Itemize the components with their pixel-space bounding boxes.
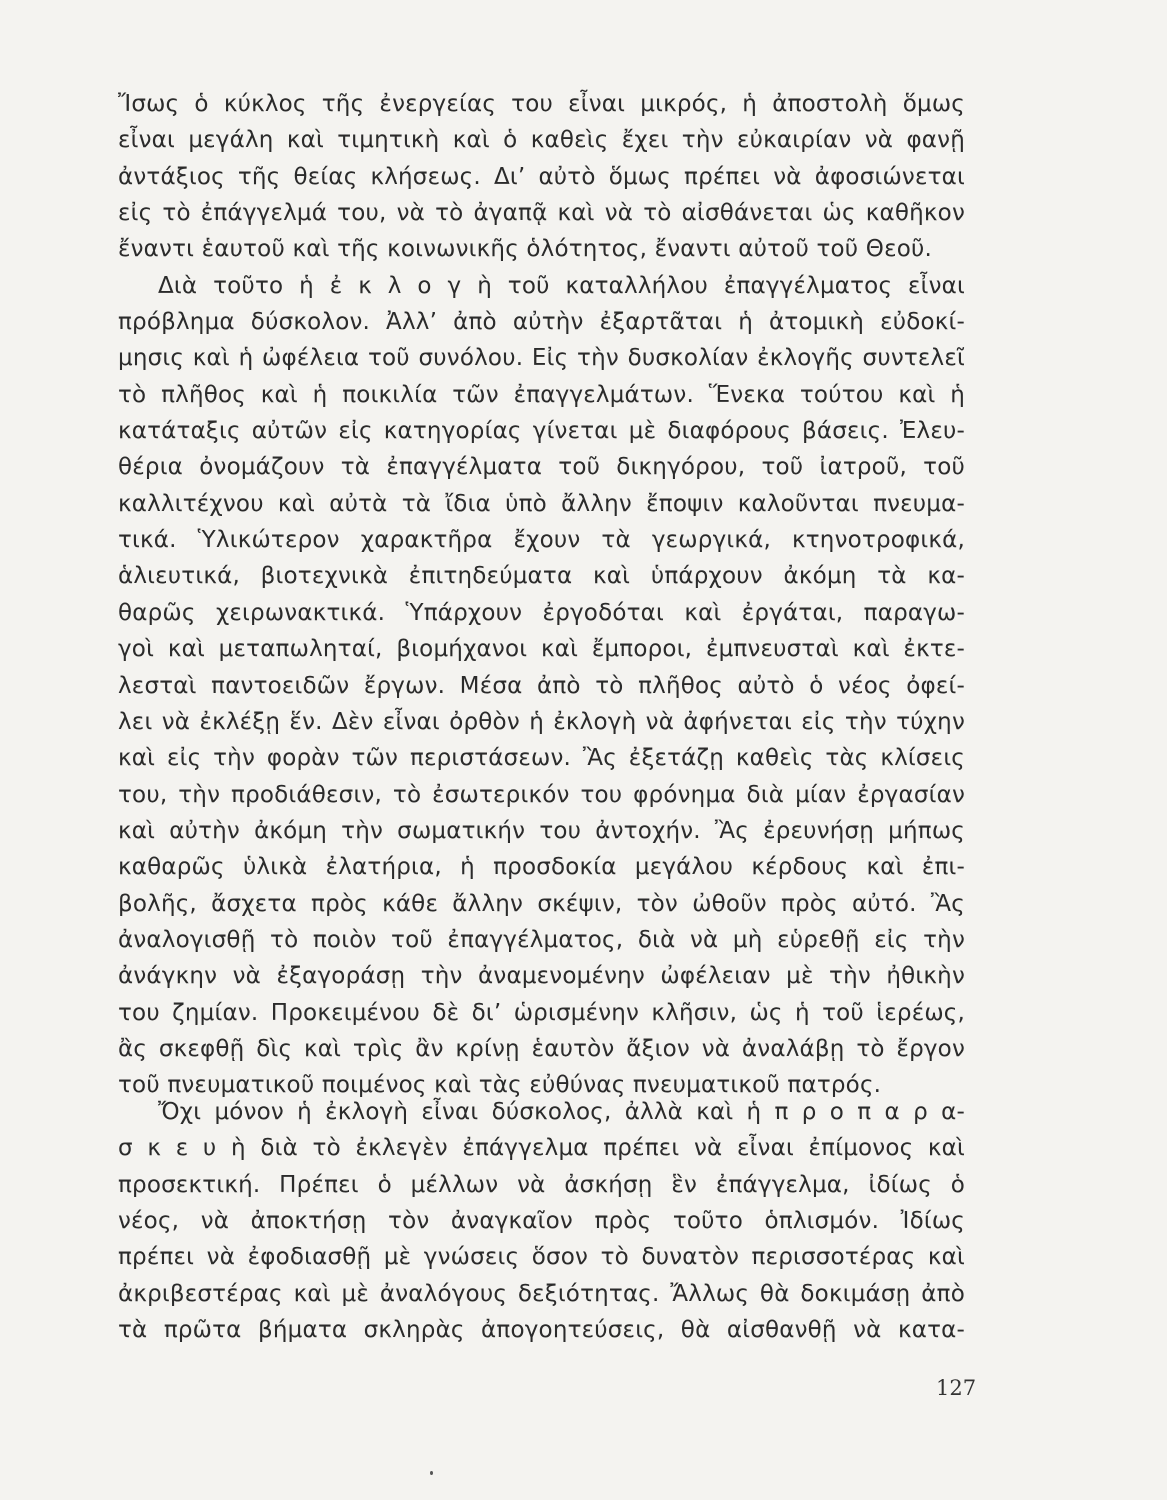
paragraph-1 [118, 86, 965, 1104]
text-line: προσεκτική. Πρέπει ὁ μέλλων νὰ ἀσκήσῃ ἓν ἐπάγγελμα, ἰδίως ὁ [118, 1171, 965, 1198]
text-line: θέρια ὀνομάζουν τὰ ἐπαγγέλματα τοῦ δικηγόρου, τοῦ ἰατροῦ, τοῦ [118, 454, 965, 481]
text-line: Διὰ τοῦτο ἡ ἐ κ λ ο γ ὴ τοῦ καταλλήλου ἐπαγγέλματος εἶναι [158, 272, 965, 299]
text-line: μησις καὶ ἡ ὠφέλεια τοῦ συνόλου. Εἰς τὴν δυσκολίαν ἐκλογῆς συντελεῖ [118, 345, 965, 372]
text-line: εἰς τὸ ἐπάγγελμά του, νὰ τὸ ἀγαπᾷ καὶ νὰ τὸ αἰσθάνεται ὡς καθῆκον [118, 200, 965, 227]
text-line: σ κ ε υ ὴ διὰ τὸ ἐκλεγὲν ἐπάγγελμα πρέπει νὰ εἶναι ἐπίμονος καὶ [118, 1135, 965, 1162]
text-line: Ἴσως ὁ κύκλος τῆς ἐνεργείας του εἶναι μικρός, ἡ ἀποστολὴ ὅμως [118, 91, 965, 117]
text-line: καὶ εἰς τὴν φορὰν τῶν περιστάσεων. Ἂς ἐξετάζῃ καθεὶς τὰς κλίσεις [118, 745, 965, 772]
text-line: του, τὴν προδιάθεσιν, τὸ ἐσωτερικόν του φρόνημα διὰ μίαν ἐργασίαν [118, 781, 965, 808]
text-line: λεσταὶ παντοειδῶν ἔργων. Μέσα ἀπὸ τὸ πλῆθος αὐτὸ ὁ νέος ὀφεί- [118, 672, 965, 699]
text-line: καθαρῶς ὑλικὰ ἐλατήρια, ἡ προσδοκία μεγάλου κέρδους καὶ ἐπι- [118, 854, 965, 881]
text-line: ἀκριβεστέρας καὶ μὲ ἀναλόγους δεξιότητας. Ἄλλως θὰ δοκιμάσῃ ἀπὸ [118, 1280, 965, 1307]
text-line: τὰ πρῶτα βήματα σκληρὰς ἀπογοητεύσεις, θὰ αἰσθανθῇ νὰ κατα- [118, 1317, 965, 1344]
text-line: νέος, νὰ ἀποκτήσῃ τὸν ἀναγκαῖον πρὸς τοῦτο ὁπλισμόν. Ἰδίως [118, 1208, 965, 1235]
text-line: κατάταξις αὐτῶν εἰς κατηγορίας γίνεται μὲ διαφόρους βάσεις. Ἐλευ- [118, 418, 965, 445]
text-line: καλλιτέχνου καὶ αὐτὰ τὰ ἴδια ὑπὸ ἄλλην ἔποψιν καλοῦνται πνευμα- [118, 490, 965, 517]
text-line: ἀνάγκην νὰ ἐξαγοράσῃ τὴν ἀναμενομένην ὠφέλειαν μὲ τὴν ἠθικὴν [118, 963, 965, 990]
text-line: εἶναι μεγάλη καὶ τιμητικὴ καὶ ὁ καθεὶς ἔχει τὴν εὐκαιρίαν νὰ φανῇ [118, 127, 965, 154]
paper-speck [430, 1471, 433, 1475]
text-line: πρόβλημα δύσκολον. Ἀλλ’ ἀπὸ αὐτὴν ἐξαρτᾶται ἡ ἀτομικὴ εὐδοκί- [118, 309, 965, 336]
text-line: λει νὰ ἐκλέξῃ ἕν. Δὲν εἶναι ὀρθὸν ἡ ἐκλογὴ νὰ ἀφήνεται εἰς τὴν τύχην [118, 708, 965, 735]
text-line: του ζημίαν. Προκειμένου δὲ δι’ ὡρισμένην κλῆσιν, ὡς ἡ τοῦ ἱερέως, [118, 999, 965, 1026]
text-line: τοῦ πνευματικοῦ ποιμένος καὶ τὰς εὐθύνας πνευματικοῦ πατρός. [118, 1072, 882, 1099]
page-number: 127 [936, 1376, 977, 1400]
text-line: τὸ πλῆθος καὶ ἡ ποικιλία τῶν ἐπαγγελμάτων. Ἕνεκα τούτου καὶ ἡ [118, 381, 965, 408]
text-line: ἁλιευτικά, βιοτεχνικὰ ἐπιτηδεύματα καὶ ὑπάρχουν ἀκόμη τὰ κα- [118, 563, 965, 590]
text-line: Ὄχι μόνον ἡ ἐκλογὴ εἶναι δύσκολος, ἀλλὰ καὶ ἡ π ρ ο π α ρ α- [158, 1099, 965, 1125]
text-line: γοὶ καὶ μεταπωληταί, βιομήχανοι καὶ ἔμποροι, ἐμπνευσταὶ καὶ ἐκτε- [118, 636, 965, 663]
text-line: βολῆς, ἄσχετα πρὸς κάθε ἄλλην σκέψιν, τὸν ὠθοῦν πρὸς αὐτό. Ἂς [118, 890, 965, 917]
text-line: θαρῶς χειρωνακτικά. Ὑπάρχουν ἐργοδόται καὶ ἐργάται, παραγω- [118, 599, 965, 626]
text-line: πρέπει νὰ ἐφοδιασθῇ μὲ γνώσεις ὅσον τὸ δυνατὸν περισσοτέρας καὶ [118, 1244, 965, 1271]
paragraph-2 [118, 1094, 965, 1348]
text-line: καὶ αὐτὴν ἀκόμη τὴν σωματικήν του ἀντοχήν. Ἂς ἐρευνήσῃ μήπως [118, 817, 965, 844]
text-line: ἀντάξιος τῆς θείας κλήσεως. Δι’ αὐτὸ ὅμως πρέπει νὰ ἀφοσιώνεται [118, 163, 965, 190]
text-line: τικά. Ὑλικώτερον χαρακτῆρα ἔχουν τὰ γεωργικά, κτηνοτροφικά, [118, 527, 965, 554]
text-line: ἔναντι ἑαυτοῦ καὶ τῆς κοινωνικῆς ὁλότητος, ἔναντι αὐτοῦ τοῦ Θεοῦ. [118, 236, 933, 263]
text-line: ἀναλογισθῇ τὸ ποιὸν τοῦ ἐπαγγέλματος, διὰ νὰ μὴ εὑρεθῇ εἰς τὴν [118, 926, 965, 953]
text-line: ἂς σκεφθῇ δὶς καὶ τρὶς ἂν κρίνῃ ἑαυτὸν ἄξιον νὰ ἀναλάβῃ τὸ ἔργον [118, 1035, 965, 1062]
